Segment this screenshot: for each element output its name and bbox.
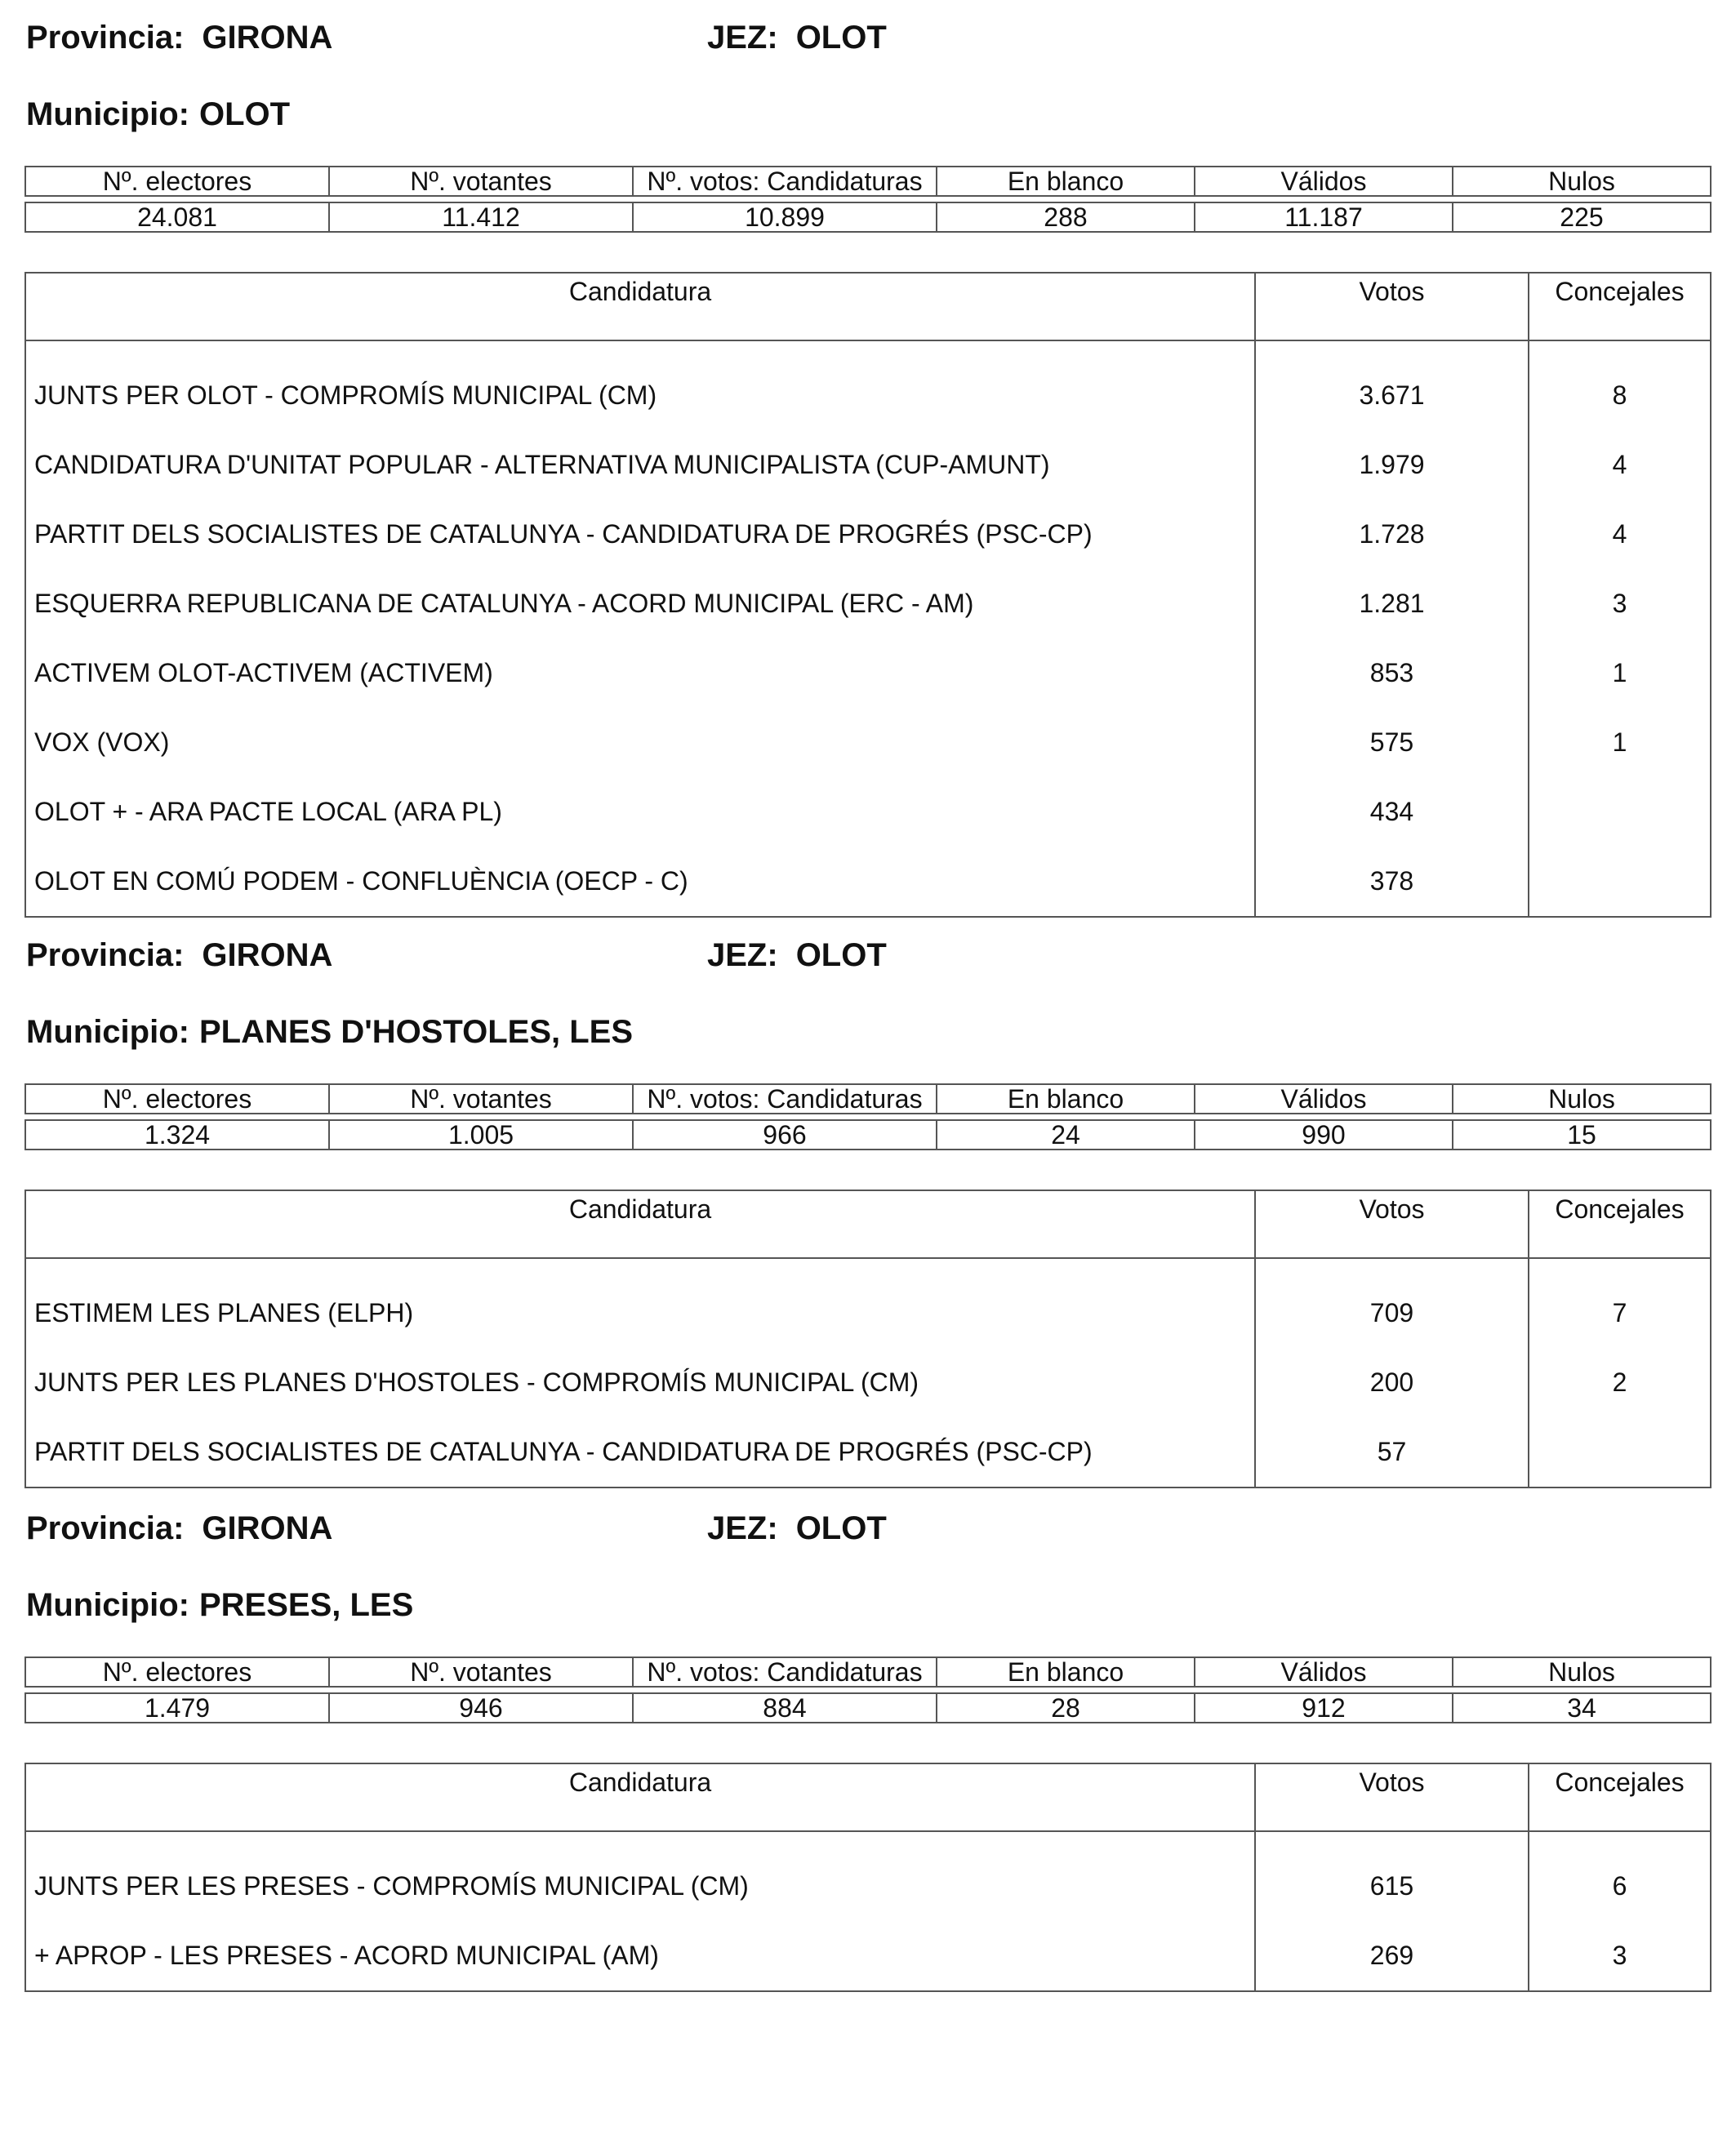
municipio-value: PRESES, LES [198, 1587, 414, 1623]
candidatura-name: OLOT + - ARA PACTE LOCAL (ARA PL) [34, 797, 502, 826]
header-votos: Votos [1255, 1190, 1529, 1258]
stats-header-en-blanco: En blanco [937, 1084, 1195, 1114]
table-row [25, 708, 1711, 777]
stats-header-electores: Nº. electores [25, 1084, 329, 1114]
candidatura-votos: 434 [1255, 777, 1529, 847]
candidatura-concejales: 8 [1529, 340, 1711, 430]
municipio-label: Municipio: [26, 96, 189, 132]
stats-table [24, 1657, 1712, 1723]
candidatura-concejales: 2 [1529, 1348, 1711, 1417]
candidaturas-table [24, 272, 1712, 918]
municipio-label: Municipio: [26, 1014, 189, 1050]
stats-header-votos-candidaturas: Nº. votos: Candidaturas [633, 1084, 937, 1114]
provincia-line [26, 1509, 332, 1548]
header-votos: Votos [1255, 1763, 1529, 1831]
stats-header-votos-candidaturas: Nº. votos: Candidaturas [633, 167, 937, 196]
provincia-value: GIRONA [202, 20, 333, 56]
stats-header-en-blanco: En blanco [937, 167, 1195, 196]
provincia-label: Provincia: [26, 1510, 185, 1546]
candidatura-votos: 269 [1255, 1921, 1529, 1991]
municipio-value: OLOT [198, 96, 291, 132]
candidatura-votos: 575 [1255, 708, 1529, 777]
stats-header-votantes: Nº. votantes [329, 1084, 633, 1114]
candidatura-name: PARTIT DELS SOCIALISTES DE CATALUNYA - CANDIDATURA DE PROGRÉS (PSC-CP) [34, 1437, 1093, 1466]
jez-label: JEZ: [707, 1510, 778, 1546]
table-row [25, 430, 1711, 500]
provincia-line [26, 936, 332, 975]
table-row [25, 569, 1711, 638]
candidatura-votos: 1.979 [1255, 430, 1529, 500]
candidatura-concejales [1529, 777, 1711, 847]
jez-value: OLOT [795, 20, 887, 56]
provincia-label: Provincia: [26, 937, 185, 973]
candidatura-votos: 709 [1255, 1258, 1529, 1348]
municipio-label: Municipio: [26, 1587, 189, 1623]
candidatura-votos: 3.671 [1255, 340, 1529, 430]
header-concejales: Concejales [1529, 273, 1711, 340]
stats-value-electores: 1.479 [25, 1693, 329, 1723]
table-row [25, 1348, 1711, 1417]
stats-value-en-blanco: 24 [937, 1120, 1195, 1150]
stats-header-nulos: Nulos [1453, 1084, 1711, 1114]
candidaturas-table [24, 1763, 1712, 1992]
stats-value-en-blanco: 288 [937, 202, 1195, 232]
candidatura-name: VOX (VOX) [34, 727, 170, 757]
candidatura-name: ESTIMEM LES PLANES (ELPH) [34, 1298, 414, 1327]
stats-header-en-blanco: En blanco [937, 1657, 1195, 1687]
candidatura-name: + APROP - LES PRESES - ACORD MUNICIPAL (AM) [34, 1941, 659, 1970]
header-candidatura: Candidatura [25, 1190, 1255, 1258]
candidatura-votos: 853 [1255, 638, 1529, 708]
stats-header-electores: Nº. electores [25, 167, 329, 196]
jez-label: JEZ: [707, 937, 778, 973]
provincia-value: GIRONA [202, 1510, 333, 1546]
candidatura-name: JUNTS PER LES PRESES - COMPROMÍS MUNICIPAL (CM) [34, 1871, 749, 1901]
stats-header-validos: Válidos [1195, 1657, 1453, 1687]
table-row [25, 500, 1711, 569]
candidatura-name: CANDIDATURA D'UNITAT POPULAR - ALTERNATIVA MUNICIPALISTA (CUP-AMUNT) [34, 450, 1050, 479]
stats-header-row [25, 1084, 1711, 1114]
stats-value-electores: 1.324 [25, 1120, 329, 1150]
header-candidatura: Candidatura [25, 273, 1255, 340]
header-candidatura: Candidatura [25, 1763, 1255, 1831]
candidatura-name: OLOT EN COMÚ PODEM - CONFLUÈNCIA (OECP - C) [34, 866, 688, 896]
municipio-value: PLANES D'HOSTOLES, LES [198, 1014, 634, 1050]
candidatura-votos: 1.281 [1255, 569, 1529, 638]
municipio-line [26, 95, 290, 134]
table-row [25, 340, 1711, 430]
candidatura-concejales: 1 [1529, 638, 1711, 708]
stats-value-votantes: 946 [329, 1693, 633, 1723]
stats-header-row [25, 167, 1711, 196]
provincia-label: Provincia: [26, 20, 185, 56]
municipio-line [26, 1585, 413, 1625]
candidatura-name: ESQUERRA REPUBLICANA DE CATALUNYA - ACORD MUNICIPAL (ERC - AM) [34, 589, 974, 618]
table-row [25, 847, 1711, 917]
stats-header-votos-candidaturas: Nº. votos: Candidaturas [633, 1657, 937, 1687]
stats-header-votantes: Nº. votantes [329, 1657, 633, 1687]
stats-value-row [25, 1120, 1711, 1150]
candidatura-concejales: 6 [1529, 1831, 1711, 1921]
stats-value-validos: 912 [1195, 1693, 1453, 1723]
candidatura-votos: 200 [1255, 1348, 1529, 1417]
table-row [25, 1258, 1711, 1348]
stats-value-validos: 11.187 [1195, 202, 1453, 232]
municipio-line [26, 1012, 633, 1052]
stats-value-votos-candidaturas: 884 [633, 1693, 937, 1723]
candidatura-name: JUNTS PER OLOT - COMPROMÍS MUNICIPAL (CM) [34, 380, 657, 410]
candidatura-concejales: 3 [1529, 1921, 1711, 1991]
candidatura-concejales: 7 [1529, 1258, 1711, 1348]
stats-value-electores: 24.081 [25, 202, 329, 232]
candidatura-votos: 615 [1255, 1831, 1529, 1921]
header-concejales: Concejales [1529, 1763, 1711, 1831]
candidatura-votos: 57 [1255, 1417, 1529, 1488]
header-votos: Votos [1255, 273, 1529, 340]
candidatura-name: JUNTS PER LES PLANES D'HOSTOLES - COMPROMÍS MUNICIPAL (CM) [34, 1367, 919, 1397]
candidaturas-header-row [25, 1190, 1711, 1258]
stats-value-votantes: 1.005 [329, 1120, 633, 1150]
stats-value-nulos: 34 [1453, 1693, 1711, 1723]
provincia-line [26, 18, 332, 57]
stats-table [24, 1083, 1712, 1150]
candidatura-name: ACTIVEM OLOT-ACTIVEM (ACTIVEM) [34, 658, 493, 687]
stats-value-row [25, 202, 1711, 232]
candidatura-concejales [1529, 1417, 1711, 1488]
stats-value-row [25, 1693, 1711, 1723]
header-concejales: Concejales [1529, 1190, 1711, 1258]
candidaturas-table [24, 1190, 1712, 1488]
candidatura-concejales [1529, 847, 1711, 917]
table-row [25, 638, 1711, 708]
stats-value-votos-candidaturas: 966 [633, 1120, 937, 1150]
jez-label: JEZ: [707, 20, 778, 56]
table-row [25, 777, 1711, 847]
candidaturas-header-row [25, 1763, 1711, 1831]
candidaturas-header-row [25, 273, 1711, 340]
provincia-value: GIRONA [202, 937, 333, 973]
candidatura-votos: 378 [1255, 847, 1529, 917]
candidatura-concejales: 1 [1529, 708, 1711, 777]
stats-header-row [25, 1657, 1711, 1687]
jez-line [707, 1509, 887, 1548]
stats-value-nulos: 15 [1453, 1120, 1711, 1150]
candidatura-name: PARTIT DELS SOCIALISTES DE CATALUNYA - CANDIDATURA DE PROGRÉS (PSC-CP) [34, 519, 1093, 549]
jez-line [707, 18, 887, 57]
stats-header-electores: Nº. electores [25, 1657, 329, 1687]
candidatura-votos: 1.728 [1255, 500, 1529, 569]
table-row [25, 1417, 1711, 1488]
stats-value-votos-candidaturas: 10.899 [633, 202, 937, 232]
candidatura-concejales: 4 [1529, 500, 1711, 569]
stats-value-validos: 990 [1195, 1120, 1453, 1150]
stats-value-en-blanco: 28 [937, 1693, 1195, 1723]
stats-value-votantes: 11.412 [329, 202, 633, 232]
stats-header-nulos: Nulos [1453, 1657, 1711, 1687]
jez-line [707, 936, 887, 975]
stats-header-nulos: Nulos [1453, 167, 1711, 196]
table-row [25, 1831, 1711, 1921]
jez-value: OLOT [795, 937, 887, 973]
stats-header-votantes: Nº. votantes [329, 167, 633, 196]
candidatura-concejales: 4 [1529, 430, 1711, 500]
stats-header-validos: Válidos [1195, 167, 1453, 196]
stats-value-nulos: 225 [1453, 202, 1711, 232]
stats-table [24, 166, 1712, 233]
table-row [25, 1921, 1711, 1991]
jez-value: OLOT [795, 1510, 887, 1546]
stats-header-validos: Válidos [1195, 1084, 1453, 1114]
candidatura-concejales: 3 [1529, 569, 1711, 638]
